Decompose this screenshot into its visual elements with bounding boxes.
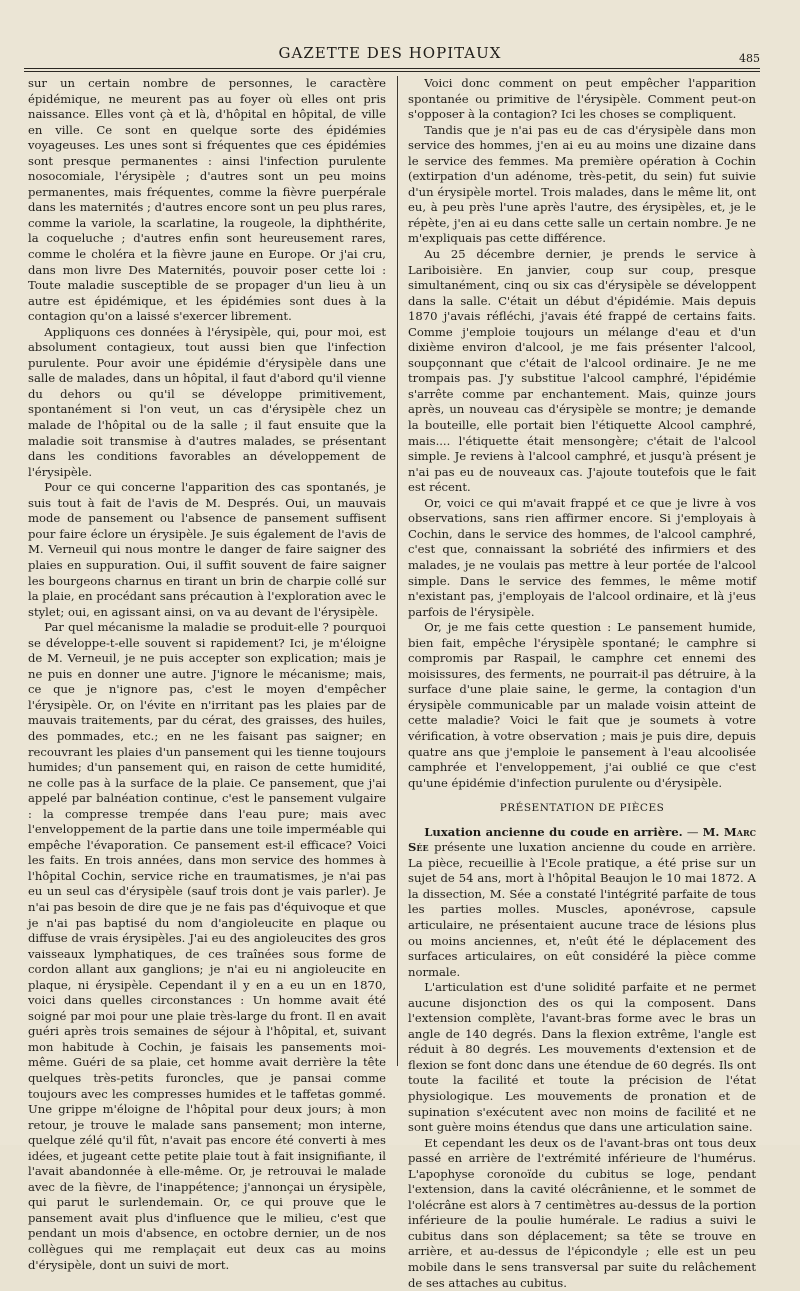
paragraph: Et cependant les deux os de l'avant-bras ont tous deux passé en arrière de l'extrémité inférieure de l'humérus. L'apophyse coronoïde du cubitus se loge, pendant l'extension, dans la cavité olécrânienne, et le sommet de l'olécrâne est alors à 7 centimètres au-dessus de la portion inférieure de la poulie humérale. Le radius a suivi le cubitus dans son déplacement; sa tête se trouve en arrière, et au-dessus de l'épicondyle ; elle est un peu mobile dans le sens transversal par suite du relâchement de ses attaches au cubitus. — [408, 1135, 756, 1290]
paragraph: sur un certain nombre de personnes, le caractère épidémique, ne meurent pas au foyer où elles ont pris naissance. Elles vont çà et là, d'hôpital en hôpital, de ville en ville. Ce sont en quelque sorte des épidémies voyageuses. Les unes sont si fréquentes que ces épidémies sont presque permanentes : ainsi l'infection purulente nosocomiale, l'érysipèle ; d'autres sont un peu moins permanentes, mais fréquentes, comme la fièvre puerpérale dans les maternités ; d'autres encore sont un peu plus rares, comme la variole, la scarlatine, la rougeole, la diphthérite, la coqueluche ; d'autres enfin sont heureusement rares, comme le choléra et la fièvre jaune en Europe. Or j'ai cru, dans mon livre Des Maternités, pouvoir poser cette loi : Toute maladie susceptible de se propager d'un lieu à un autre est épidémique, et les épidémies sont dues à la contagion qu'on a laissé s'exercer librement. — [28, 76, 386, 324]
section-heading: PRÉSENTATION DE PIÈCES — [499, 802, 665, 815]
journal-title: GAZETTE DES HOPITAUX — [278, 44, 502, 62]
entry-text: présente une luxation ancienne du coude en arrière. La pièce, recueillie à l'Ecole pratique, a été prise sur un sujet de 54 ans, mort à l'hôpital Beaujon le 10 mai 1872. A la dissection, M. Sée a constaté l'intégrité parfaite de tous les parties molles. Muscles, aponévrose, capsule articulaire, ne présentaient aucune trace de lésions plus ou moins anciennes, et, n'eût été le déplacement des surfaces articulaires, on eût considéré la pièce comme normale. — [408, 840, 756, 979]
entry-dash: — — [682, 824, 703, 839]
paragraph: Or, voici ce qui m'avait frappé et ce que je livre à vos observations, sans rien affirmer encore. Si j'employais à Cochin, dans le service des hommes, de l'alcool camphré, c'est que, connaissant la sobriété des infirmiers et des malades, je ne voulais pas mettre à leur portée de l'alcool simple. Dans le service des femmes, le même motif n'existant pas, j'employais de l'alcool ordinaire, et là j'eus parfois de l'érysipèle. — [408, 495, 756, 619]
paragraph: Tandis que je n'ai pas eu de cas d'érysipèle dans mon service des hommes, j'en ai eu au moins une dizaine dans le service des femmes. Ma première opération à Cochin (extirpation d'un adénome, très-petit, du sein) fut suivie d'un érysipèle mortel. Trois malades, dans le même lit, ont eu, à peu près l'une après l'autre, des érysipèles, et, je le répète, j'en ai eu dans cette salle un certain nombre. Je ne m'expliquais pas cette différence. — [408, 122, 756, 246]
paragraph: Au 25 décembre dernier, je prends le service à Lariboisière. En janvier, coup sur coup, presque simultanément, cinq ou six cas d'érysipèle se développent dans la salle. C'était un début d'épidémie. Mais depuis 1870 j'avais réfléchi, j'avais été frappé de certains faits. Comme j'emploie toujours un mélange d'eau et d'un dixième environ d'alcool, je me fais présenter l'alcool, soupçonnant que c'était de l'alcool ordinaire. Je ne me trompais pas. J'y substitue l'alcool camphré, l'épidémie s'arrête comme par enchantement. Mais, quinze jours après, un nouveau cas d'érysipèle se montre; je demande la bouteille, elle portait bien l'étiquette Alcool camphré, mais.... l'étiquette était mensongère; c'était de l'alcool simple. Je reviens à l'alcool camphré, et jusqu'à présent je n'ai pas eu de nouveaux cas. J'ajoute toutefois que le fait est récent. — [408, 247, 756, 495]
right-column — [408, 76, 756, 1290]
paragraph: Pour ce qui concerne l'apparition des cas spontanés, je suis tout à fait de l'avis de M. Després. Oui, un mauvais mode de pansement ou l'absence de pansement suffisent pour faire éclore un érysipèle. Je suis également de l'avis de M. Verneuil qui nous montre le danger de faire saigner des plaies en suppuration. Oui, il suffit souvent de faire saigner les bourgeons charnus en tirant un brin de charpie collé sur la plaie, en procédant sans précaution à l'exploration avec le stylet; oui, en agissant ainsi, on va au devant de l'érysipèle. — [28, 480, 386, 619]
page-header — [20, 42, 760, 66]
header-rule — [24, 68, 760, 72]
paragraph: L'articulation est d'une solidité parfaite et ne permet aucune disjonction des os qui la composent. Dans l'extension complète, l'avant-bras forme avec le bras un angle de 140 degrés. Dans la flexion extrême, l'angle est réduit à 80 degrés. Les mouvements d'extension et de flexion se font donc dans une étendue de 60 degrés. Ils ont toute la facilité et toute la précision de l'état physiologique. Les mouvements de pronation et de supination s'exécutent avec non moins de facilité et ne sont guère moins étendus que dans une articulation saine. — [408, 980, 756, 1135]
entry-title: Luxation ancienne du coude en arrière. — [424, 824, 683, 839]
paragraph: Par quel mécanisme la maladie se produit-elle ? pourquoi se développe-t-elle souvent si rapidement? Ici, je m'éloigne de M. Verneuil, je ne puis accepter son explication; mais je ne puis en donner une autre. J'ignore le mécanisme; mais, ce que je n'ignore pas, c'est le moyen d'empêcher l'érysipèle. Or, on l'évite en n'irritant pas les plaies par de mauvais traitements, par du cérat, des graisses, des huiles, des pommades, etc.; en ne les faisant pas saigner; en recouvrant les plaies d'un pansement qui les tienne toujours humides; d'un pansement qui, en raison de cette humidité, ne colle pas à la surface de la plaie. Ce pansement, que j'ai appelé par balnéation continue, c'est le pansement vulgaire : la compresse trempée dans l'eau pure; mais avec l'enveloppement de la partie dans une toile imperméable qui empêche l'évaporation. Ce pansement est-il efficace? Voici les faits. En trois années, dans mon service des hommes à l'hôpital Cochin, service riche en traumatismes, je n'ai pas eu un seul cas d'érysipèle (sauf trois dont je vais parler). Je n'ai pas besoin de dire que je ne fais pas d'équivoque et que je n'ai pas baptisé du nom d'angioleucite en plaque ou diffuse de vrais érysipèles. J'ai eu des angioleucites des gros vaisseaux lymphatiques, de ces traînées sous forme de cordon allant aux ganglions; je n'ai eu ni angioleucite en plaque, ni érysipèle. Cependant il y en a eu un en 1870, voici dans quelles circonstances : Un homme avait été soigné par moi pour une plaie très-large du front. Il en avait guéri après trois semaines de séjour à l'hôpital, et, suivant mon habitude à Cochin, je faisais les pansements moi-même. Guéri de sa plaie, cet homme avait derrière la tête quelques très-petits furoncles, que je pansai comme toujours avec les compresses humides et le taffetas gommé. Une grippe m'éloigne de l'hôpital pour deux jours; à mon retour, je trouve le malade sans pansement; mon interne, quelque zélé qu'il fût, n'avait pas encore été converti à mes idées, et jugeant cette petite plaie tout à fait insignifiante, il l'avait abandonnée à elle-même. Or, je retrouvai le malade avec de la fièvre, de l'inappétence; j'annonçai un érysipèle, qui parut le surlendemain. Or, ce qui prouve que le pansement avait plus d'influence que le milieu, c'est que pendant un mois d'absence, en octobre dernier, un de nos collègues qui me remplaçait eut deux cas au moins d'érysipèle, dont un suivi de mort. — [28, 620, 386, 1272]
paragraph: Or, je me fais cette question : Le pansement humide, bien fait, empêche l'érysipèle spontané; le camphre si compromis par Raspail, le camphre cet ennemi des moisissures, des ferments, ne pourrait-il pas détruire, à la surface d'une plaie saine, le germe, la contagion d'un érysipèle communicable par un malade voisin atteint de cette maladie? Voici le fait que je soumets à votre vérification, à votre observation ; mais je puis dire, depuis quatre ans que j'emploie le pansement à l'eau alcoolisée camphrée et l'enveloppement, j'ai oublié ce que c'est qu'une épidémie d'infection purulente ou d'érysipèle. — [408, 620, 756, 790]
left-column — [28, 76, 386, 1272]
paragraph: Appliquons ces données à l'érysipèle, qui, pour moi, est absolument contagieux, tout aussi bien que l'infection purulente. Pour avoir une épidémie d'érysipèle dans une salle de malades, dans un hôpital, il faut d'abord qu'il vienne du dehors ou qu'il se développe primitivement, spontanément si l'on veut, un cas d'érysipèle chez un malade de l'hôpital ou de la salle ; il faut ensuite que la maladie soit transmise à d'autres malades, se présentant dans les conditions favorables an développement de l'érysipèle. — [28, 324, 386, 479]
entry-paragraph — [408, 825, 756, 980]
paragraph: Voici donc comment on peut empêcher l'apparition spontanée ou primitive de l'érysipèle. Comment peut-on s'opposer à la contagion? Ici les choses se compliquent. — [408, 76, 756, 122]
page-number: 485 — [739, 52, 760, 65]
column-divider — [397, 76, 398, 1066]
entry-author: M. Marc Sée — [408, 824, 756, 855]
